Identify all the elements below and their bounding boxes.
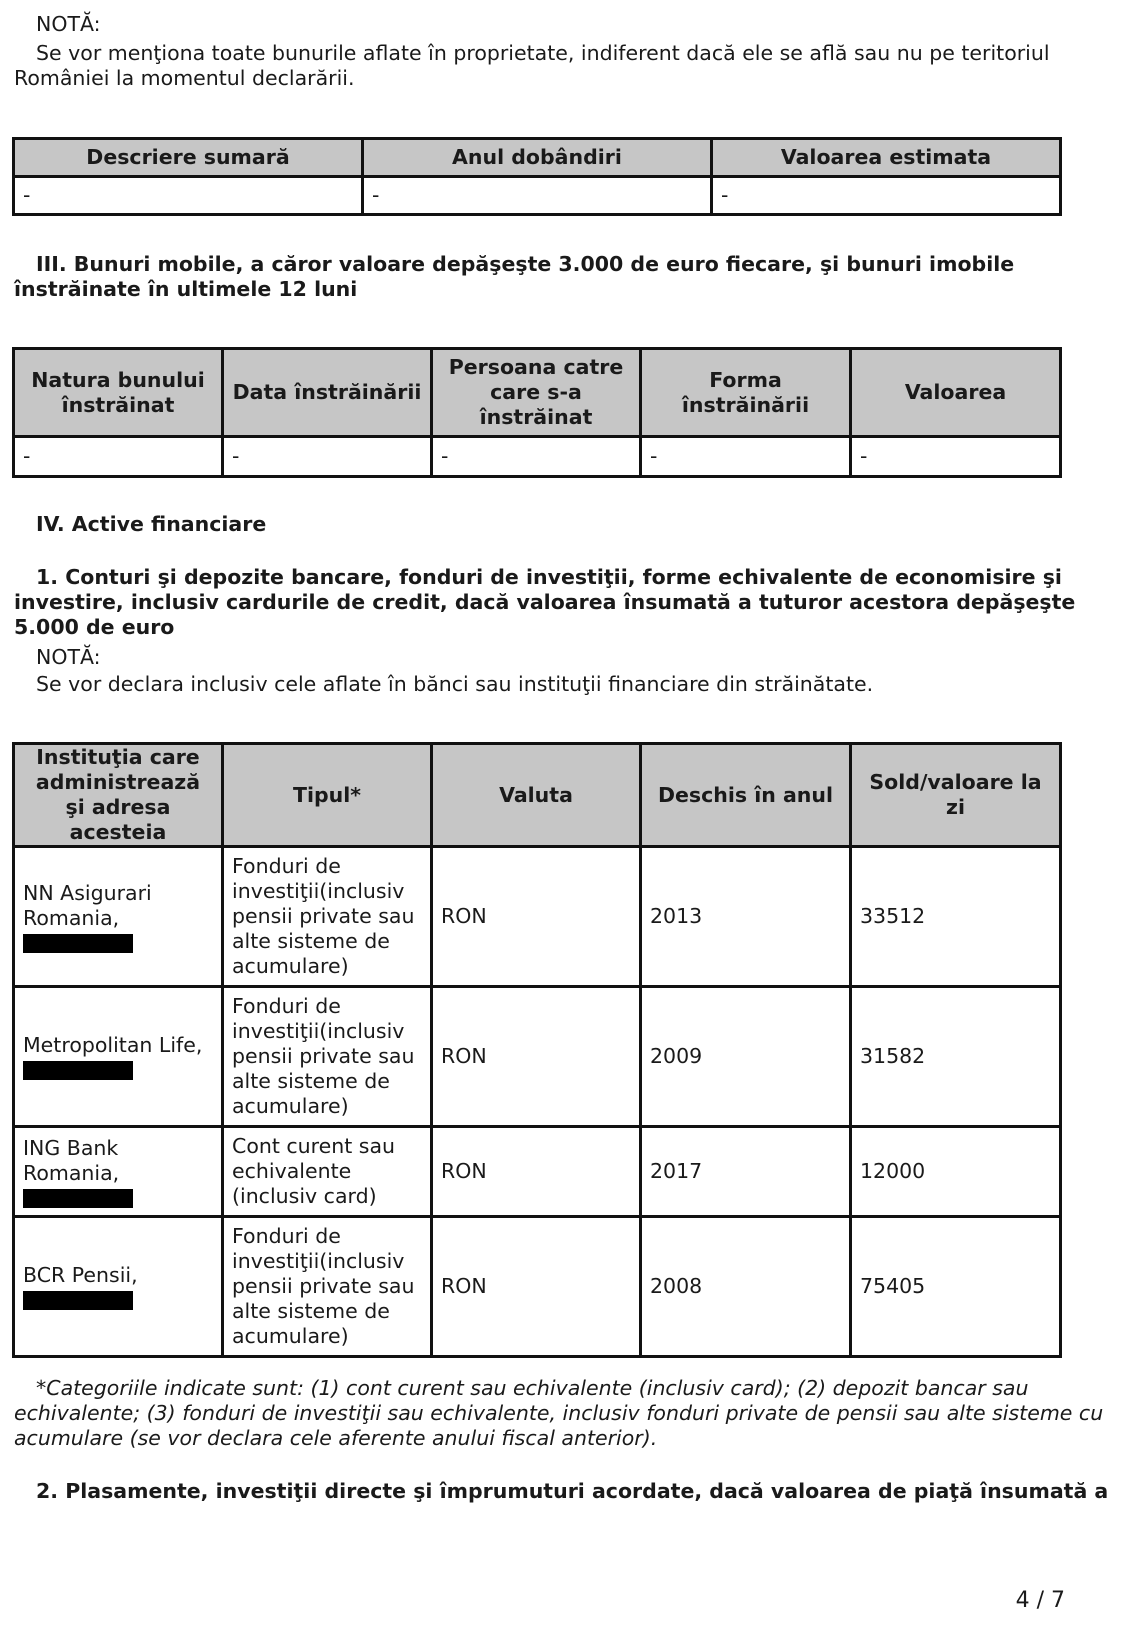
type-cell: Fonduri de investiţii(inclusiv pensii private sau alte sisteme de acumulare) [223, 1217, 432, 1357]
table-row [14, 1217, 1061, 1357]
table-row [14, 437, 1061, 477]
note1-text: Se vor menţiona toate bunurile aflate în proprietate, indiferent dacă ele se află sau nu pe teritoriul României la momentul declarării. [14, 41, 1050, 90]
currency-cell: RON [432, 987, 641, 1127]
institution-name: NN Asigurari Romania, [23, 880, 152, 930]
header-institutia: Instituţia care administrează şi adresa acesteia [14, 744, 223, 847]
header-valoarea: Valoarea [851, 349, 1061, 437]
type-cell: Cont curent sau echivalente (inclusiv card) [223, 1127, 432, 1217]
section-4-title: IV. Active financiare [36, 512, 267, 536]
note1-label: NOTĂ: [36, 12, 101, 36]
table-cell: - [14, 177, 363, 215]
section-3-title: III. Bunuri mobile, a căror valoare depăşeşte 3.000 de euro fiecare, şi bunuri imobile înstrăinate în ultimele 12 luni [14, 252, 1015, 301]
header-valoarea: Valoarea estimata [712, 139, 1061, 177]
table-cell: - [363, 177, 712, 215]
table-row [14, 1127, 1061, 1217]
header-valuta: Valuta [432, 744, 641, 847]
year-cell: 2008 [641, 1217, 851, 1357]
institution-cell [14, 1127, 223, 1217]
redacted-address [23, 1189, 133, 1208]
year-cell: 2017 [641, 1127, 851, 1217]
currency-cell: RON [432, 847, 641, 987]
note2-label: NOTĂ: [36, 645, 101, 669]
balance-cell: 75405 [851, 1217, 1061, 1357]
redacted-address [23, 1061, 133, 1080]
table-cell: - [14, 437, 223, 477]
year-cell: 2009 [641, 987, 851, 1127]
institution-name: ING Bank Romania, [23, 1135, 120, 1185]
table-row [14, 847, 1061, 987]
header-forma: Forma înstrăinării [641, 349, 851, 437]
institution-name: Metropolitan Life, [23, 1033, 203, 1057]
header-natura: Natura bunului înstrăinat [14, 349, 223, 437]
header-persoana: Persoana catre care s-a înstrăinat [432, 349, 641, 437]
header-data: Data înstrăinării [223, 349, 432, 437]
table-bunuri [12, 137, 1062, 216]
table-row [14, 987, 1061, 1127]
currency-cell: RON [432, 1217, 641, 1357]
header-sold: Sold/valoare la zi [851, 744, 1061, 847]
balance-cell: 31582 [851, 987, 1061, 1127]
institution-cell [14, 847, 223, 987]
table-active-financiare [12, 742, 1062, 1358]
table-cell: - [223, 437, 432, 477]
table-row [14, 177, 1061, 215]
table-cell: - [712, 177, 1061, 215]
note2-text: Se vor declara inclusiv cele aflate în bănci sau instituţii financiare din străinătate. [36, 672, 874, 696]
institution-cell [14, 1217, 223, 1357]
table-instrainate [12, 347, 1062, 478]
table-cell: - [851, 437, 1061, 477]
currency-cell: RON [432, 1127, 641, 1217]
page-number: 4 / 7 [1015, 1588, 1065, 1613]
section-4-1-title: 1. Conturi şi depozite bancare, fonduri de investiţii, forme echivalente de economisire şi investire, inclusiv cardurile de credit, dacă valoarea însumată a tuturor acestora depăşeşte 5.000 de euro [14, 565, 1076, 639]
table-cell: - [641, 437, 851, 477]
balance-cell: 33512 [851, 847, 1061, 987]
type-cell: Fonduri de investiţii(inclusiv pensii private sau alte sisteme de acumulare) [223, 847, 432, 987]
type-cell: Fonduri de investiţii(inclusiv pensii private sau alte sisteme de acumulare) [223, 987, 432, 1127]
table-cell: - [432, 437, 641, 477]
year-cell: 2013 [641, 847, 851, 987]
header-tipul: Tipul* [223, 744, 432, 847]
redacted-address [23, 1291, 133, 1310]
balance-cell: 12000 [851, 1127, 1061, 1217]
footnote: *Categoriile indicate sunt: (1) cont curent sau echivalente (inclusiv card); (2) depozit bancar sau echivalente; (3) fonduri de investiţii sau echivalente, inclusiv fonduri private de pensii sau alte sisteme cu acumulare (se vor declara cele aferente anului fiscal anterior). [14, 1376, 1104, 1450]
header-descriere: Descriere sumară [14, 139, 363, 177]
redacted-address [23, 934, 133, 953]
header-deschis: Deschis în anul [641, 744, 851, 847]
institution-name: BCR Pensii, [23, 1263, 138, 1287]
header-anul: Anul dobândiri [363, 139, 712, 177]
institution-cell [14, 987, 223, 1127]
section-4-2-title: 2. Plasamente, investiţii directe şi împrumuturi acordate, dacă valoarea de piaţă însumată a [36, 1479, 1109, 1503]
